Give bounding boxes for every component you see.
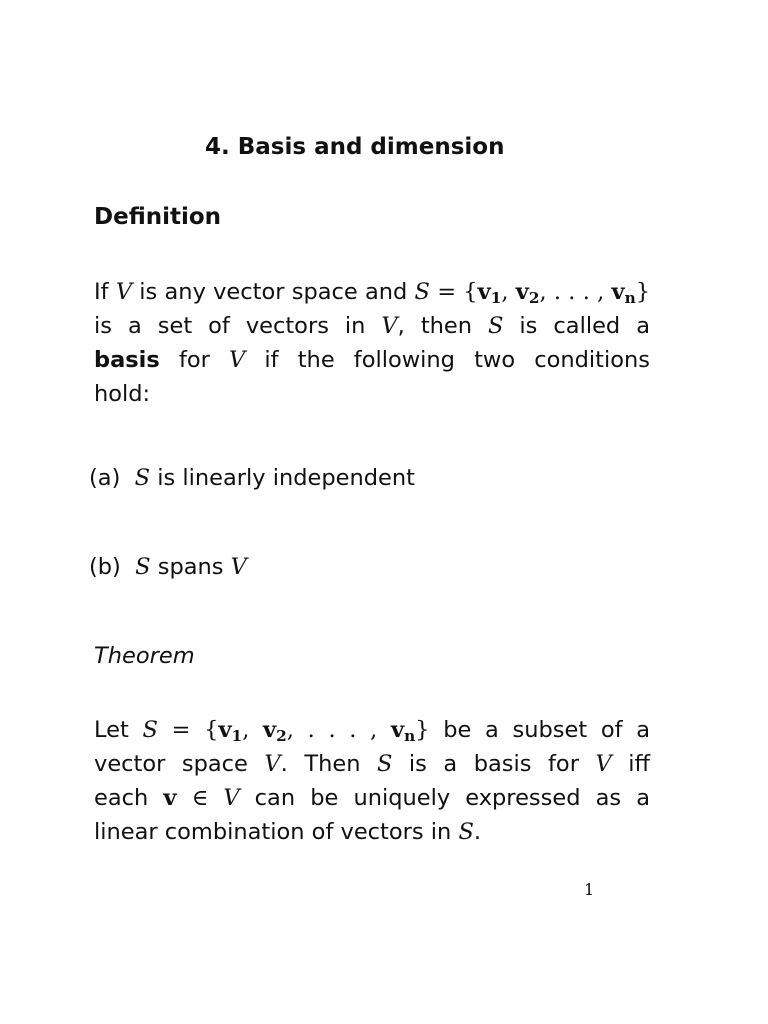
page-number: 1 — [584, 880, 595, 899]
page-title: 4. Basis and dimension — [205, 134, 505, 160]
condition-b: (b) S spans V — [89, 554, 247, 580]
definition-heading: Definition — [94, 204, 222, 230]
condition-a: (a) S is linearly independent — [89, 465, 415, 491]
theorem-heading: Theorem — [94, 643, 195, 669]
